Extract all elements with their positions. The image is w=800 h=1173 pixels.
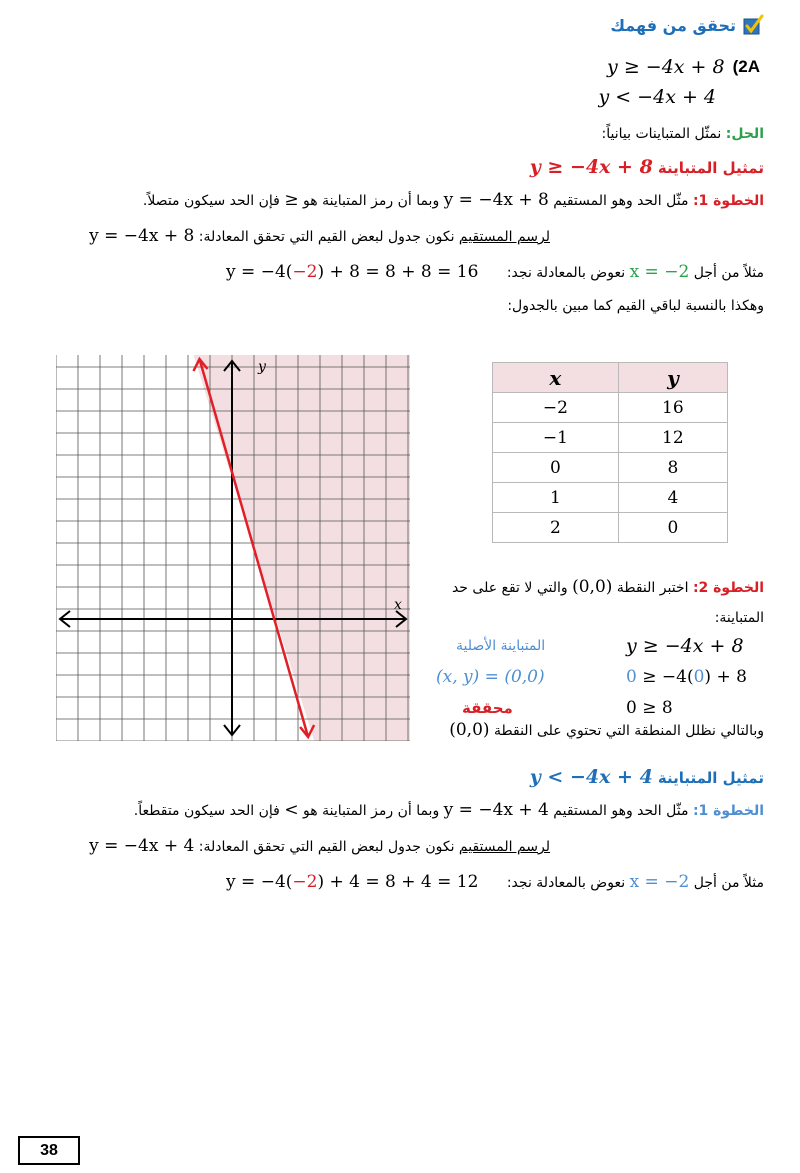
step2-row2-note: (x, y) = (0,0): [436, 666, 545, 687]
inequality-2: y < −4x + 4: [598, 86, 716, 108]
part2-title-math: y < −4x + 4: [529, 766, 653, 788]
step2-row2-zero: 0: [626, 666, 637, 687]
part2-step1-symbol: <: [284, 800, 299, 820]
part2-step1-label: الخطوة 1:: [692, 803, 764, 819]
step2-row1-math: y ≥ −4x + 8: [626, 634, 744, 657]
solution-line: [164, 126, 764, 142]
table-cell: 12: [618, 423, 727, 453]
part2-example-text2: نعوض بالمعادلة نجد:: [506, 875, 626, 891]
inequality-graph: [56, 355, 410, 741]
part1-example-calc-2: ) + 8 = 8 + 8 = 16: [317, 262, 479, 282]
part1-example-calc-neg: −2: [292, 262, 318, 282]
part2-example: [64, 872, 764, 892]
table-header-y: y: [618, 363, 727, 393]
part1-title: [164, 156, 764, 178]
part1-table-intro-eq: y = −4x + 8: [89, 226, 195, 246]
part1-table-intro-underlined: لرسم المستقيم: [458, 229, 550, 245]
check-understanding-header: [610, 14, 764, 36]
problem-inequalities: [460, 52, 760, 112]
step2-row3-math: 0 ≥ 8: [626, 697, 673, 718]
shaded-area: [194, 355, 411, 741]
part2-step1: [14, 800, 764, 820]
part1-rest-text: [164, 298, 764, 314]
values-table: [492, 362, 728, 543]
part1-step1: [14, 190, 764, 210]
part2-example-text: مثلاً من أجل: [693, 875, 764, 891]
table-cell: 8: [618, 453, 727, 483]
part2-example-calc-neg: −2: [292, 872, 318, 892]
table-cell: 16: [618, 393, 727, 423]
step2-row2-math: [626, 667, 766, 687]
part1-example-calc: [226, 262, 478, 282]
table-cell: −1: [493, 423, 619, 453]
solution-label: الحل:: [725, 126, 764, 142]
part2-example-calc-1: y = −4(: [226, 872, 293, 892]
part1-example-calc-1: y = −4(: [226, 262, 293, 282]
table-row: [493, 483, 728, 513]
part1-step1-label: الخطوة 1:: [692, 193, 764, 209]
inequality-1: y ≥ −4x + 8: [607, 56, 725, 78]
part2-example-calc-2: ) + 4 = 8 + 4 = 12: [317, 872, 479, 892]
step2-row2-rest: ≥ −4(: [636, 666, 694, 687]
step2-text-2: والتي لا تقع على حد المتباينة:: [451, 580, 764, 626]
part2-step1-text: مثّل الحد وهو المستقيم: [553, 803, 689, 819]
part1-step1-eq: y = −4x + 8: [443, 190, 549, 210]
x-axis-label: x: [394, 597, 402, 613]
part1-step1-text: مثّل الحد وهو المستقيم: [553, 193, 689, 209]
values-table-container: [492, 362, 728, 543]
part1-example-x: x = −2: [629, 262, 690, 282]
checkbox-icon: [742, 14, 764, 36]
part2-table-intro: [50, 836, 550, 856]
step2-point: (0,0): [572, 577, 613, 597]
table-cell: −2: [493, 393, 619, 423]
part2-example-calc: [226, 872, 478, 892]
part1-table-intro: [50, 226, 550, 246]
step2-row-3: [436, 692, 766, 723]
step2-conclusion-text: وبالتالي نظلل المنطقة التي تحتوي على النقطة: [494, 723, 764, 739]
table-row: [493, 453, 728, 483]
step2-row-1: [436, 630, 766, 661]
part1-example-text: مثلاً من أجل: [693, 265, 764, 281]
table-cell: 2: [493, 513, 619, 543]
shaded-region: [194, 355, 411, 741]
part1-step1-text3: فإن الحد سيكون متصلاً.: [142, 193, 280, 209]
y-axis-label: y: [258, 359, 266, 375]
step2-row3-note: محققة: [462, 698, 513, 717]
step2-conclusion: [420, 720, 764, 740]
step2-row1-note: المتباينة الأصلية: [456, 637, 546, 654]
part1-rest-text-content: وهكذا بالنسبة لباقي القيم كما مبين بالجدول:: [507, 298, 764, 314]
part2-step1-eq: y = −4x + 4: [443, 800, 549, 820]
step2-text-1: اختبر النقطة: [616, 580, 689, 596]
step2-conclusion-point: (0,0): [449, 720, 490, 740]
part1-step1-symbol: ≥: [284, 190, 299, 210]
problem-label: (2A: [732, 57, 760, 76]
table-cell: 0: [493, 453, 619, 483]
part2-title: [164, 766, 764, 788]
table-cell: 1: [493, 483, 619, 513]
part1-step1-text2: وبما أن رمز المتباينة هو: [303, 193, 440, 209]
step2-intro: [424, 572, 764, 633]
part2-example-x: x = −2: [629, 872, 690, 892]
step2-row2-zero2: 0: [693, 666, 705, 687]
step2-label: الخطوة 2:: [692, 580, 764, 596]
check-understanding-title: تحقق من فهمك: [610, 15, 736, 35]
step2-row2-end: ) + 8: [704, 666, 747, 687]
part1-example-text2: نعوض بالمعادلة نجد:: [506, 265, 626, 281]
part2-table-intro-text: نكون جدول لبعض القيم التي تحقق المعادلة:: [198, 839, 455, 855]
part2-title-prefix: تمثيل المتباينة: [657, 769, 764, 787]
part2-table-intro-eq: y = −4x + 4: [89, 836, 195, 856]
table-header-row: [493, 363, 728, 393]
part1-table-intro-text: نكون جدول لبعض القيم التي تحقق المعادلة:: [198, 229, 455, 245]
part2-table-intro-underlined: لرسم المستقيم: [458, 839, 550, 855]
page-number: 38: [18, 1136, 80, 1165]
table-row: [493, 393, 728, 423]
table-cell: 0: [618, 513, 727, 543]
step2-row-2: [436, 661, 766, 692]
table-row: [493, 513, 728, 543]
part1-title-math: y ≥ −4x + 8: [529, 156, 653, 178]
part2-step1-text3: فإن الحد سيكون متقطعاً.: [133, 803, 280, 819]
part2-step1-text2: وبما أن رمز المتباينة هو: [303, 803, 440, 819]
part1-example: [64, 262, 764, 282]
part1-title-prefix: تمثيل المتباينة: [657, 159, 764, 177]
solution-text: نمثّل المتباينات بيانياً:: [601, 126, 722, 142]
step2-work: [436, 630, 766, 723]
table-header-x: x: [493, 363, 619, 393]
table-row: [493, 423, 728, 453]
table-cell: 4: [618, 483, 727, 513]
